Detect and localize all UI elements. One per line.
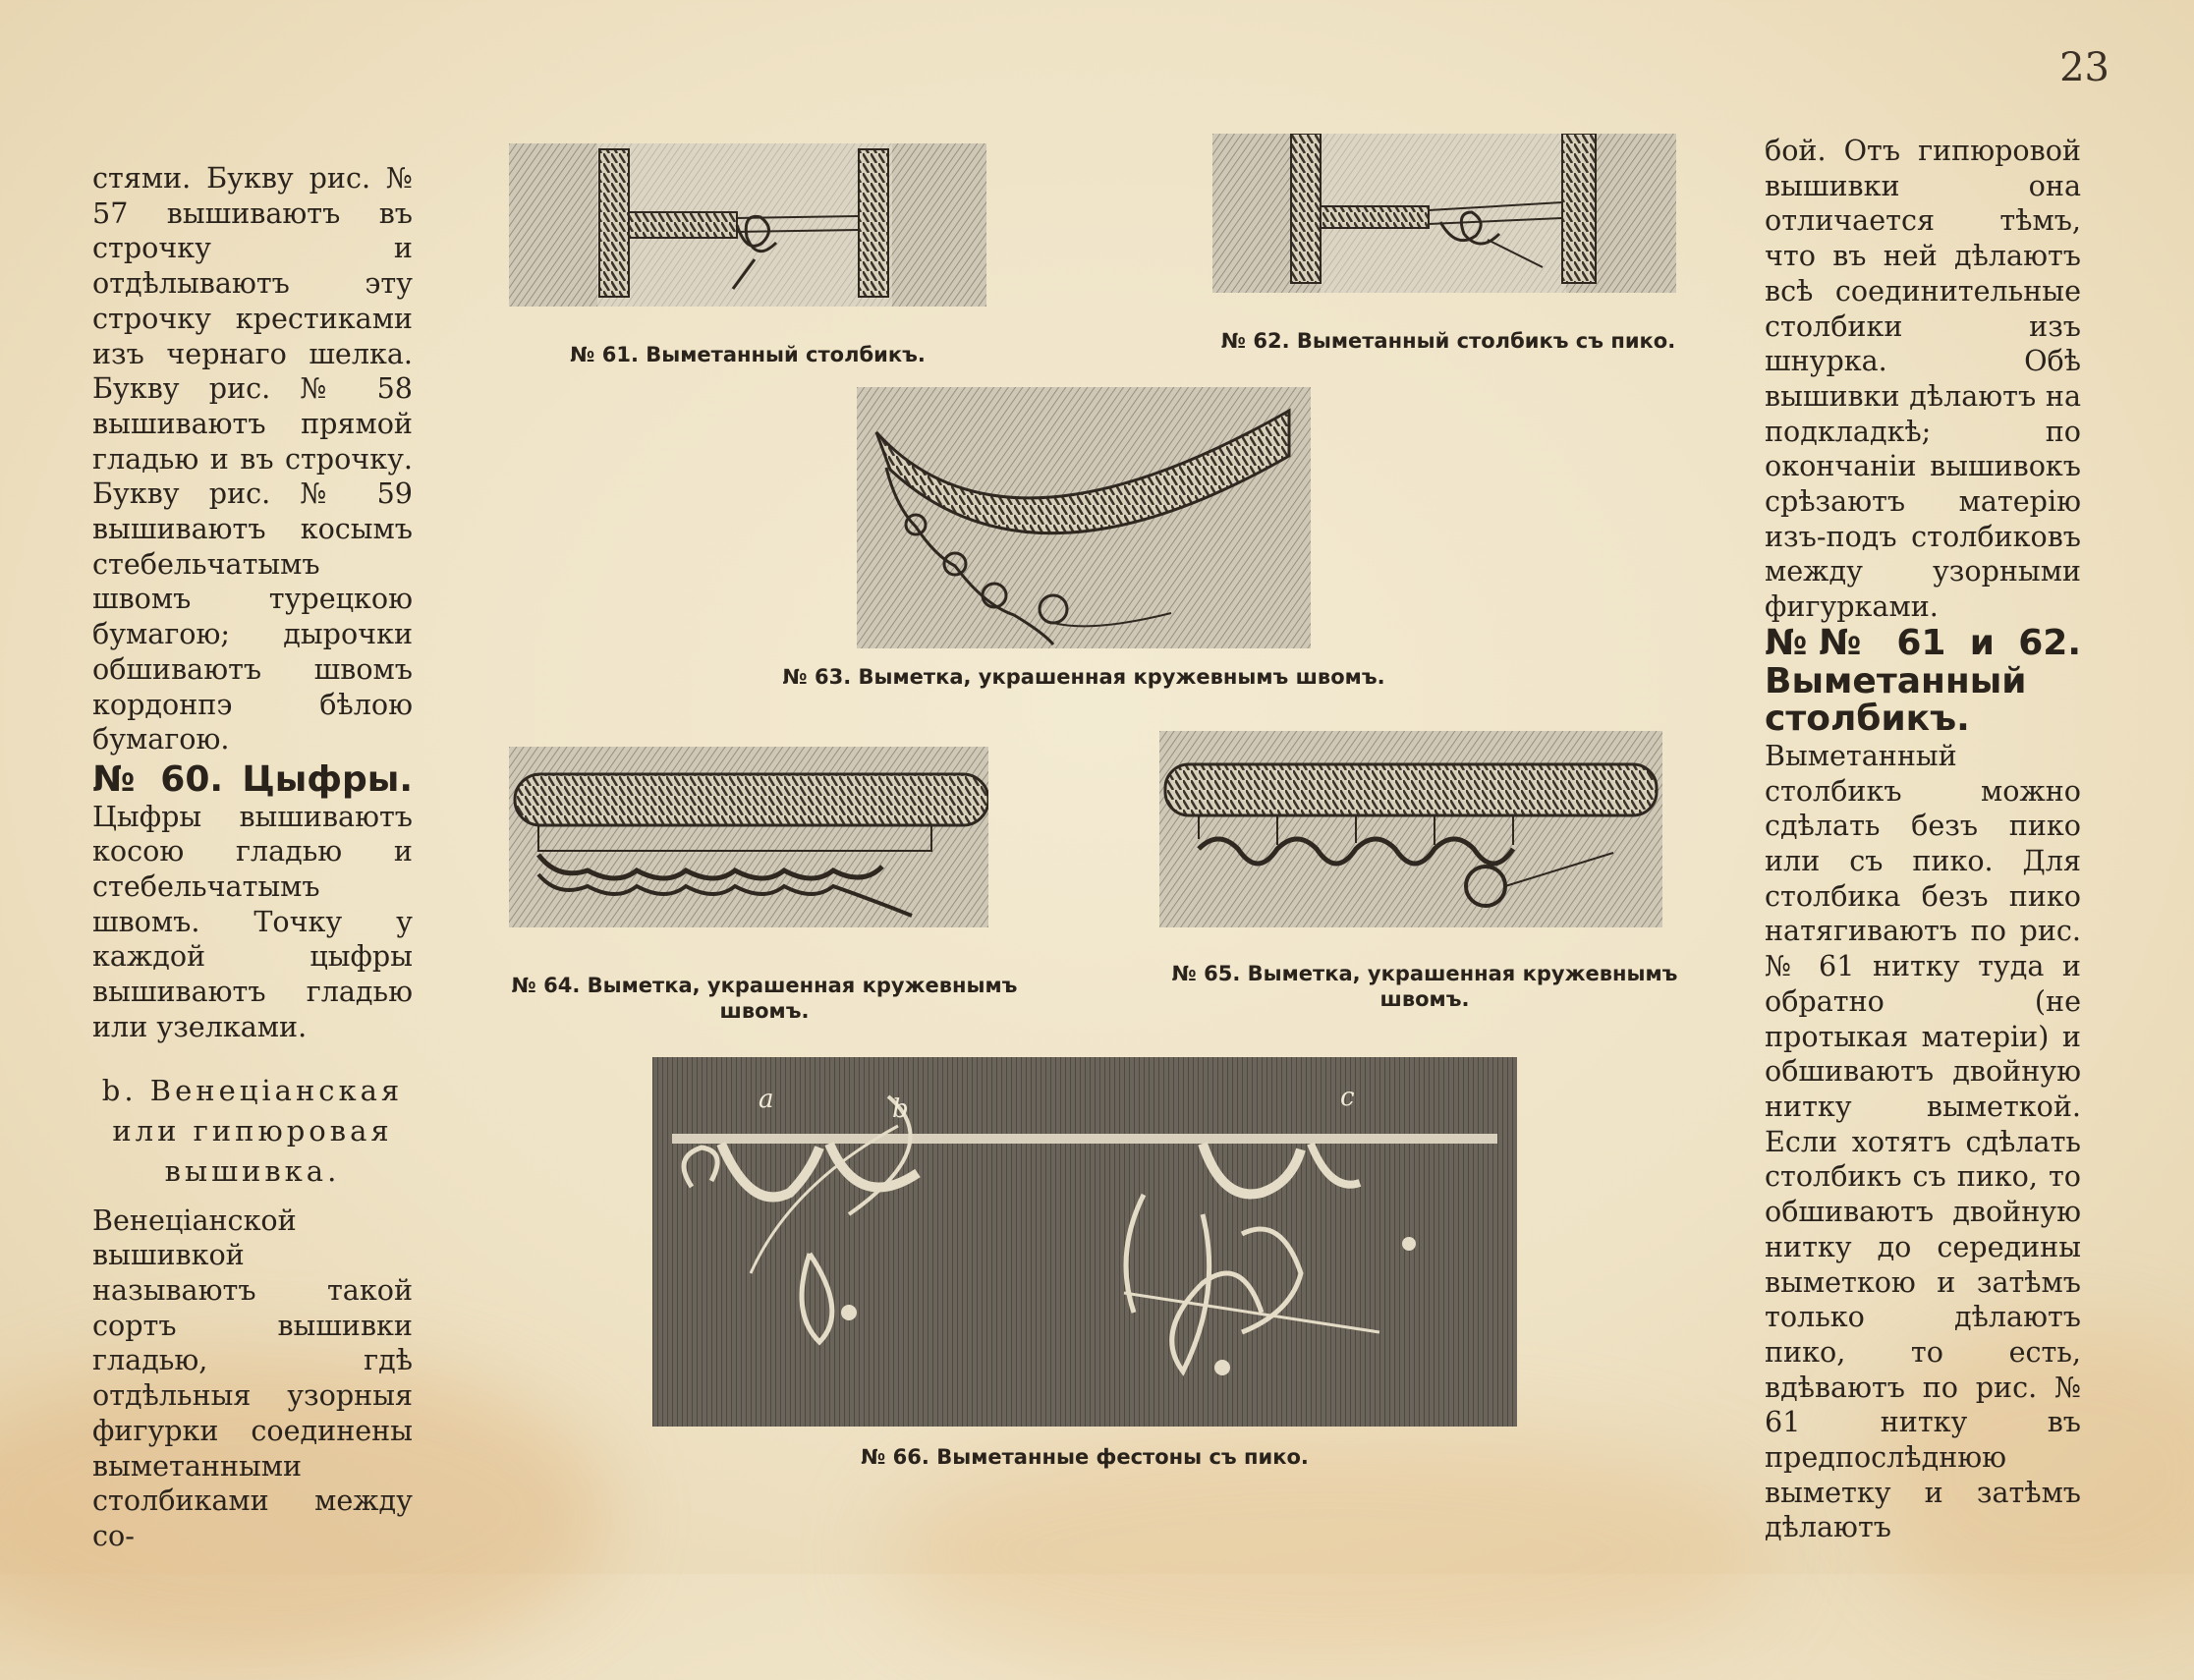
figure-66-image bbox=[652, 1057, 1517, 1427]
section-60 bbox=[92, 758, 413, 1045]
section-60-text: Цыфры вышиваютъ косою гладью и стебельчатымъ швомъ. Точку у каждой цыфры вышиваютъ гладью или узелками. bbox=[92, 799, 413, 1043]
left-paragraph-2: Венеціанской вышивкой называютъ такой сортъ вышивки гладью, гдѣ отдѣльныя узорныя фигурки соединены выметанными столбиками между со- bbox=[92, 1203, 413, 1552]
figure-63-caption: № 63. Выметка, украшенная кружевнымъ швомъ. bbox=[782, 665, 1385, 689]
left-paragraph-1: стями. Букву рис. № 57 вышиваютъ въ строчку и отдѣлываютъ эту строчку крестиками изъ чернаго шелка. Букву рис. № 58 вышиваютъ прямой гладью и въ строчку. Букву рис. № 59 вышиваютъ косымъ стебельчатымъ швомъ турецкою бумагою; дырочки обшиваютъ швомъ кордонпэ бѣлою бумагою. bbox=[92, 161, 413, 756]
figure-61-caption: № 61. Выметанный столбикъ. bbox=[570, 343, 926, 366]
figure-62-caption: № 62. Выметанный столбикъ съ пико. bbox=[1220, 329, 1676, 353]
right-paragraph-1: бой. Отъ гипюровой вышивки она отличается тѣмъ, что въ ней дѣлаютъ всѣ соединительные столбики изъ шнурка. Обѣ вышивки дѣлаютъ на подкладкѣ; по окончаніи вышивокъ срѣзаютъ матерію изъ-подъ столбиковъ между узорными фигурками. bbox=[1765, 134, 2081, 624]
section-61-62-text: Выметанный столбикъ можно сдѣлать безъ пико или съ пико. Для столбика безъ пико натягиваютъ по рис. № 61 нитку туда и обратно (не протыкая матеріи) и обшиваютъ двойную нитку выметкой. Если хотятъ сдѣлать столбикъ съ пико, то обшиваютъ двойную нитку до середины выметкою и затѣмъ только дѣлаютъ пико, то есть, вдѣваютъ по рис. № 61 нитку въ предпослѣднюю выметку и затѣмъ дѣлаютъ bbox=[1765, 738, 2081, 1544]
figure-66-caption: № 66. Выметанные фестоны съ пико. bbox=[861, 1445, 1309, 1469]
heading-60: № 60. Цыфры. bbox=[92, 758, 413, 800]
figure-64-image bbox=[509, 747, 988, 927]
heading-61-62: №№ 61 и 62. Выметанный столбикъ. bbox=[1765, 622, 2081, 740]
figure-64-caption: № 64. Выметка, украшенная кружевнымъ швомъ. bbox=[511, 974, 1018, 1023]
page-number: 23 bbox=[2059, 45, 2110, 90]
figure-66-mark-c: c bbox=[1340, 1083, 1355, 1112]
figure-61-image bbox=[509, 143, 986, 307]
figure-62-image bbox=[1212, 134, 1676, 293]
figure-63-image bbox=[857, 387, 1311, 648]
figure-66-mark-a: a bbox=[759, 1085, 774, 1114]
figure-65-caption: № 65. Выметка, украшенная кружевнымъ швомъ. bbox=[1171, 962, 1678, 1011]
figure-66-mark-b: b bbox=[892, 1094, 909, 1124]
figure-65-image bbox=[1159, 731, 1662, 927]
right-text-column bbox=[1765, 134, 2081, 1545]
section-b-heading: b. Венеціанская или гипюровая вышивка. bbox=[101, 1073, 404, 1188]
left-text-column bbox=[92, 161, 413, 1554]
section-61-62 bbox=[1765, 622, 2081, 1545]
